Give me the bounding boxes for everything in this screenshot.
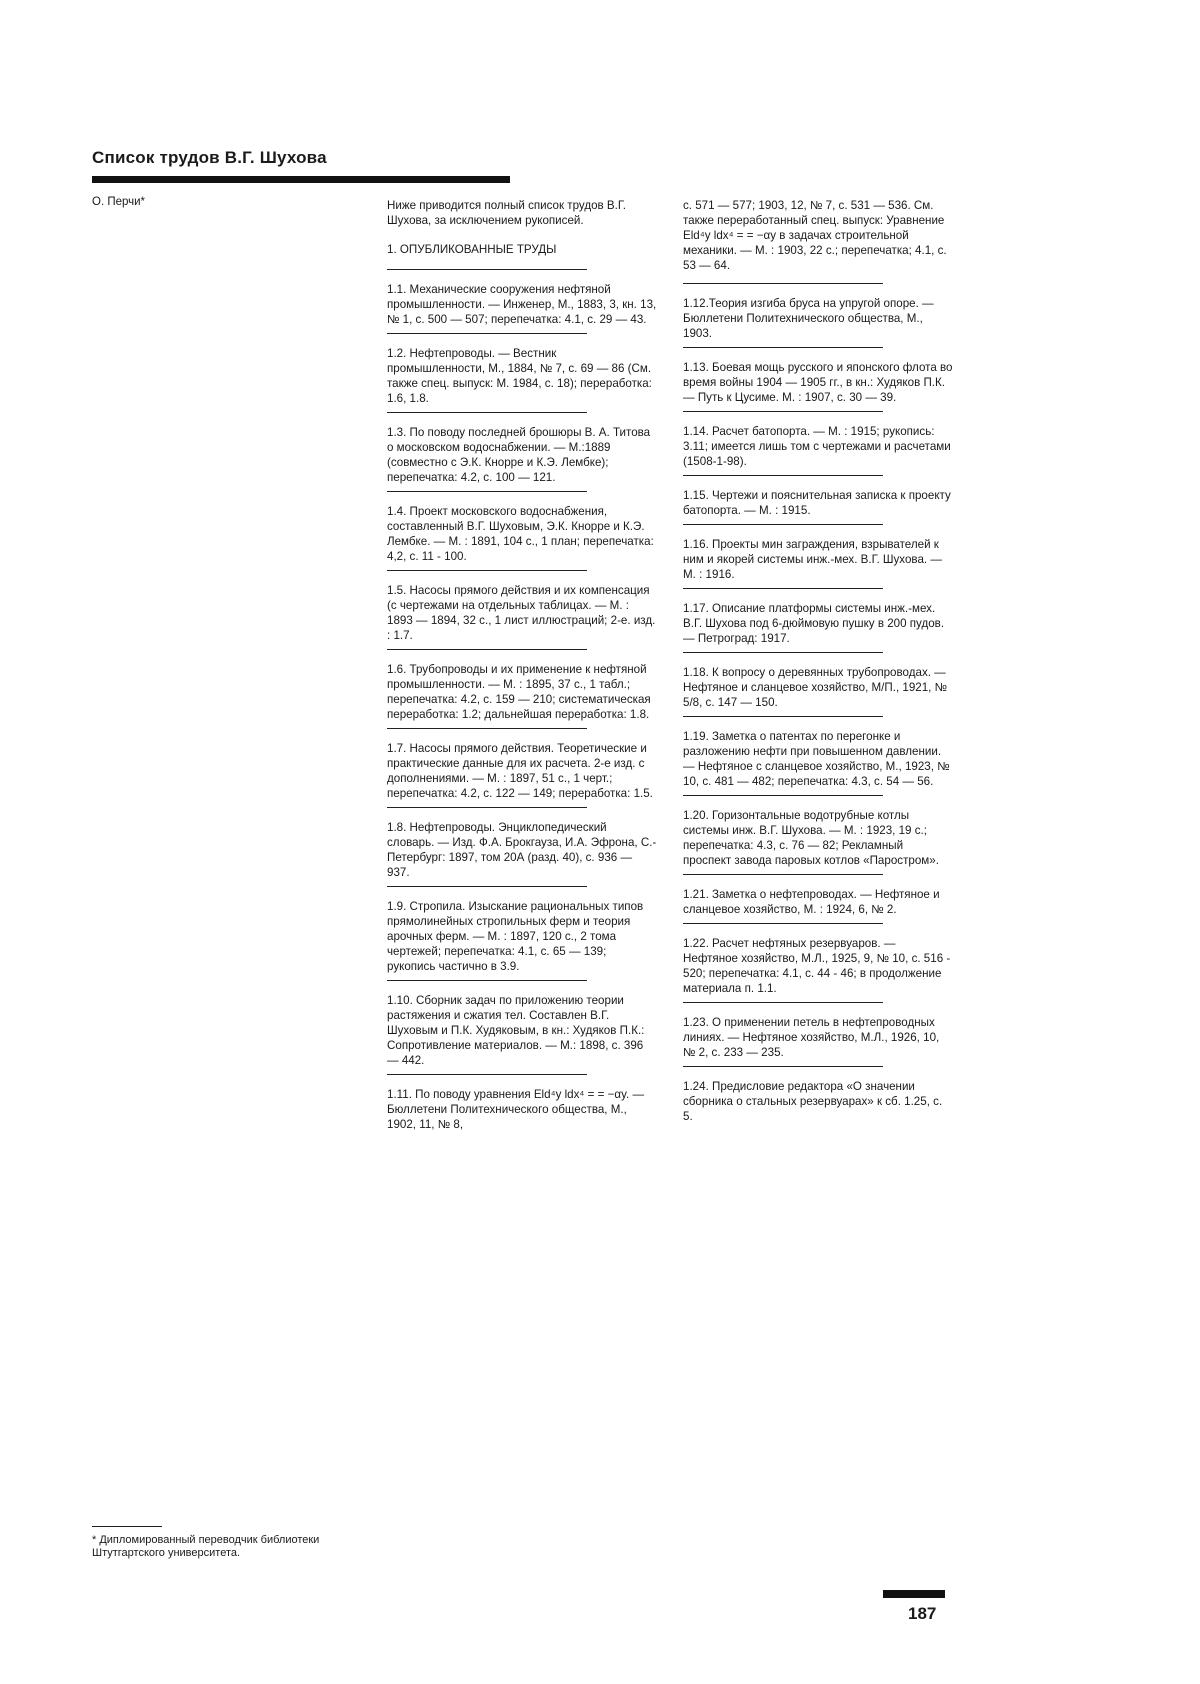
author-name: О. Перчи* [92,196,146,208]
divider [683,716,883,717]
entry-text: 1.10. Сборник задач по приложению теории растяжения и сжатия тел. Составлен В.Г. Шуховым и П.К. Худяковым, в кн.: Худяков П.К.: Сопротивление материалов. — М.: 1898, с. 396 — 442. [387,994,645,1067]
entry-continuation: с. 571 — 577; 1903, 12, № 7, с. 531 — 536. См. также переработанный спец. выпуск: Уравнение Eld⁴y ldx⁴ = = −αy в задачах строительной механики. — М. : 1903, 22 с.; перепечатка; 4.1, с. 53 — 64. [683,199,947,272]
divider [683,411,883,412]
bibliography-entry [683,729,953,796]
bibliography-entry [683,665,953,717]
divider [683,923,883,924]
entry-text: 1.3. По поводу последней брошюры В. А. Титова о московском водоснабжении. — М.:1889 (совместно с Э.К. Кнорре и К.Э. Лембке); перепечатка: 4.2, с. 100 — 121. [387,426,651,484]
bibliography-entry [387,899,657,981]
footnote: * Дипломированный переводчик библиотеки Штутгартского университета. [92,1534,320,1559]
bibliography-entry [683,936,953,1003]
entry-text: 1.6. Трубопроводы и их применение к нефтяной промышленности. — М. : 1895, 37 с., 1 табл.; перепечатка: 4.2, с. 159 — 210; систематическая переработка: 1.2; дальнейшая переработка: 1.8. [387,663,651,721]
bibliography-entry [387,820,657,887]
divider [683,524,883,525]
entry-text: 1.22. Расчет нефтяных резервуаров. — Нефтяное хозяйство, М.Л., 1925, 9, № 10, с. 516 - 520; перепечатка: 4.1, с. 44 - 46; в продолжение материала п. 1.1. [683,937,951,995]
bibliography-entry [387,504,657,571]
divider [387,269,587,270]
bibliography-entry [683,601,953,653]
entry-text: 1.7. Насосы прямого действия. Теоретические и практические данные для их расчета. 2-е изд. с дополнениями. — М. : 1897, 51 с., 1 черт.; перепечатка: 4.2, с. 122 — 149; переработка: 1.5. [387,742,653,800]
bibliography-entry [683,808,953,875]
divider [387,333,587,334]
bibliography-entry [387,425,657,492]
bibliography-entry [387,583,657,650]
divider [683,347,883,348]
footnote-divider [92,1526,162,1527]
title-rule [92,176,510,183]
divider [683,1002,883,1003]
entry-text: 1.17. Описание платформы системы инж.-мех. В.Г. Шухова под 6-дюймовую пушку в 200 пудов. — Петроград: 1917. [683,602,945,645]
entry-text: 1.23. О применении петель в нефтепроводных линиях. — Нефтяное хозяйство, М.Л., 1926, 10, № 2, с. 233 — 235. [683,1016,940,1059]
entry-text: 1.15. Чертежи и пояснительная записка к проекту батопорта. — М. : 1915. [683,489,951,517]
entry-text: 1.2. Нефтепроводы. — Вестник промышленности, М., 1884, № 7, с. 69 — 86 (См. также спец. выпуск: М. 1984, с. 18); переработка: 1.6, 1.8. [387,347,652,405]
bibliography-entry [683,1015,953,1067]
bibliography-entry [387,662,657,729]
divider [683,283,883,284]
divider [387,570,587,571]
bibliography-entry [683,360,953,412]
entry-text: 1.16. Проекты мин заграждения, взрывателей к ним и якорей системы инж.-мех. В.Г. Шухова. — М. : 1916. [683,538,942,581]
bibliography-entry [683,1079,953,1124]
bibliography-entry [683,537,953,589]
divider [387,886,587,887]
divider [387,980,587,981]
divider [387,649,587,650]
entry-text: 1.12.Теория изгиба бруса на упругой опоре. — Бюллетени Политехнического общества, М., 1903. [683,297,934,340]
middle-column [387,198,657,1142]
divider [387,807,587,808]
bibliography-entry [387,741,657,808]
page-number-bar [883,1590,945,1598]
entry-text: 1.21. Заметка о нефтепроводах. — Нефтяное и сланцевое хозяйство, М. : 1924, 6, № 2. [683,888,940,916]
entry-text: 1.4. Проект московского водоснабжения, составленный В.Г. Шуховым, Э.К. Кнорре и К.Э. Лембке. — М. : 1891, 104 с., 1 план; перепечатка: 4,2, с. 11 - 100. [387,505,654,563]
entry-text: 1.24. Предисловие редактора «О значении сборника о стальных резервуарах» к сб. 1.25, с. 5. [683,1080,943,1123]
divider [683,1066,883,1067]
divider [387,1074,587,1075]
divider [683,588,883,589]
bibliography-entry [387,346,657,413]
entry-text: 1.8. Нефтепроводы. Энциклопедический словарь. — Изд. Ф.А. Брокгауза, И.А. Эфрона, С.-Петербург: 1897, том 20А (разд. 40), с. 936 — 937. [387,821,657,879]
entry-text: 1.1. Механические сооружения нефтяной промышленности. — Инженер, М., 1883, 3, кн. 13, № 1, с. 500 — 507; перепечатка: 4.1, с. 29 — 43. [387,283,657,326]
divider [387,412,587,413]
right-column [683,198,953,1134]
bibliography-entry [387,282,657,334]
section-heading: 1. ОПУБЛИКОВАННЫЕ ТРУДЫ [387,243,557,256]
bibliography-entry [387,993,657,1075]
divider [683,475,883,476]
divider [387,491,587,492]
entry-text: 1.18. К вопросу о деревянных трубопроводах. — Нефтяное и сланцевое хозяйство, М/П., 1921, № 5/8, с. 147 — 150. [683,666,948,709]
divider [683,874,883,875]
divider [387,728,587,729]
page-title: Список трудов В.Г. Шухова [92,148,327,167]
bibliography-entry [683,887,953,924]
bibliography-entry [683,488,953,525]
entry-text: 1.14. Расчет батопорта. — М. : 1915; рукопись: 3.11; имеется лишь том с чертежами и расчетами (1508-1-98). [683,425,951,468]
page-number: 187 [908,1604,937,1623]
intro-text: Ниже приводится полный список трудов В.Г. Шухова, за исключением рукописей. [387,199,626,227]
entry-text: 1.13. Боевая мощь русского и японского флота во время войны 1904 — 1905 гг., в кн.: Худяков П.К. — Путь к Цусиме. М. : 1907, с. 30 — 39. [683,361,953,404]
bibliography-entry [683,424,953,476]
entry-text: 1.9. Стропила. Изыскание рациональных типов прямолинейных стропильных ферм и теория арочных ферм. — М. : 1897, 120 с., 2 тома чертежей; перепечатка: 4.1, с. 65 — 139; рукопись частично в 3.9. [387,900,644,973]
entry-text: 1.20. Горизонтальные водотрубные котлы системы инж. В.Г. Шухова. — М. : 1923, 19 с.; перепечатка: 4.3, с. 76 — 82; Рекламный проспект завода паровых котлов «Паростром». [683,809,939,867]
divider [683,795,883,796]
divider [683,652,883,653]
entry-text: 1.11. По поводу уравнения Eld⁴y ldx⁴ = = −αy. — Бюллетени Политехнического общества, М., 1902, 11, № 8, [387,1088,645,1131]
entry-text: 1.5. Насосы прямого действия и их компенсация (с чертежами на отдельных таблицах. — М. : 1893 — 1894, 32 с., 1 лист иллюстраций; 2-е. изд. : 1.7. [387,584,656,642]
entry-text: 1.19. Заметка о патентах по перегонке и разложению нефти при повышенном давлении. — Нефтяное с сланцевое хозяйство, М., 1923, № 10, с. 481 — 482; перепечатка: 4.3, с. 54 — 56. [683,730,950,788]
bibliography-entry [387,1087,657,1132]
bibliography-entry [683,296,953,348]
